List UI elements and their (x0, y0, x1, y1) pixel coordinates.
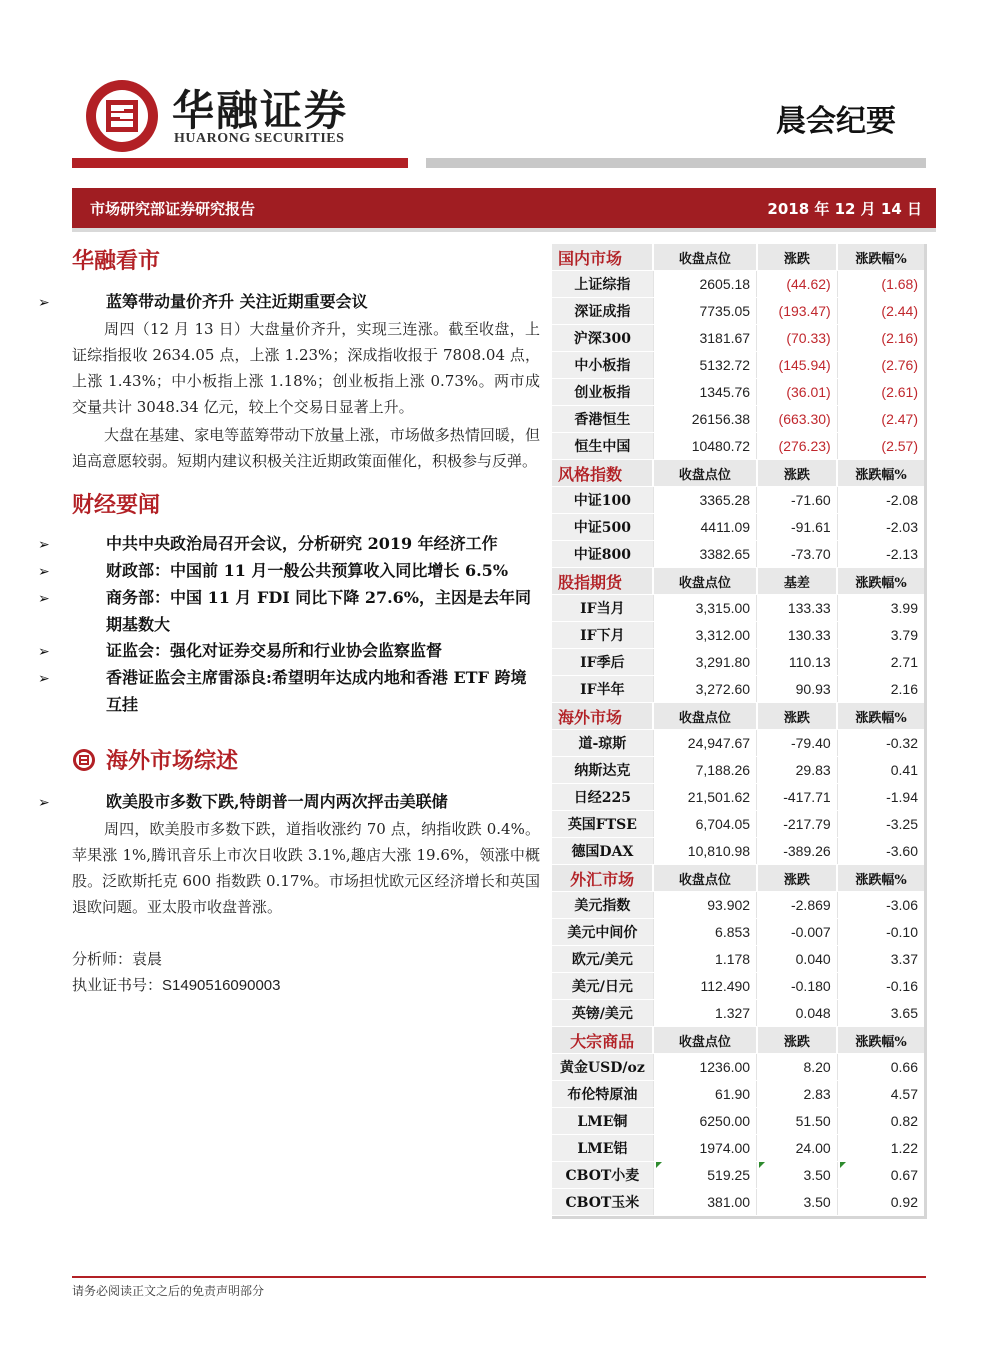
table-row (552, 541, 924, 568)
cell-change: (44.62) (757, 271, 838, 298)
cell-change-pct: (2.47) (837, 406, 924, 433)
cell-change: (70.33) (757, 325, 838, 352)
cell-change-pct: -2.03 (837, 514, 924, 541)
document-type-title: 晨会纪要 (776, 104, 896, 139)
license-number: S1490516090003 (162, 977, 281, 994)
row-label: 中小板指 (552, 352, 653, 379)
table-row (552, 1135, 924, 1162)
cell-close: 3,291.80 (653, 649, 756, 676)
cell-change-pct: 3.79 (837, 622, 924, 649)
header-cell: 收盘点位 (653, 703, 756, 730)
table-row (552, 433, 924, 460)
cell-close: 93.902 (653, 892, 756, 919)
news-item-text: 财政部：中国前 11 月一般公共预算收入同比增长 6.5% (106, 561, 509, 580)
header-cell: 涨跌幅% (837, 703, 924, 730)
cell-change: 3.50 (757, 1189, 838, 1216)
table-row (552, 1000, 924, 1027)
table-row (552, 406, 924, 433)
cell-close: 3382.65 (653, 541, 756, 568)
license-line (72, 972, 540, 999)
header-cell: 涨跌 (757, 865, 838, 892)
row-label: 德国DAX (552, 838, 653, 865)
table-row (552, 784, 924, 811)
table-header-row (552, 244, 924, 271)
arrow-bullet-icon: ➢ (38, 564, 50, 580)
header-gray-bar (426, 158, 926, 168)
banner-shadow (72, 228, 936, 232)
cell-change-pct: 3.65 (837, 1000, 924, 1027)
row-label: 英国FTSE (552, 811, 653, 838)
cell-close: 1236.00 (653, 1054, 756, 1081)
headline-text: 欧美股市多数下跌,特朗普一周内两次抨击美联储 (106, 792, 448, 811)
header-cell: 基差 (757, 568, 838, 595)
row-label: 上证综指 (552, 271, 653, 298)
cell-close: 10480.72 (653, 433, 756, 460)
news-item (38, 638, 540, 665)
header-accent-bar (72, 158, 408, 168)
cell-change-pct: 3.37 (837, 946, 924, 973)
news-item (38, 531, 540, 558)
cell-close: 112.490 (653, 973, 756, 1000)
cell-change: -217.79 (757, 811, 838, 838)
row-label: 布伦特原油 (552, 1081, 653, 1108)
cell-change-pct: 4.57 (837, 1081, 924, 1108)
news-item-text: 商务部：中国 11 月 FDI 同比下降 27.6%，主因是去年同期基数大 (106, 588, 532, 634)
table-row (552, 1081, 924, 1108)
cell-close: 3,315.00 (653, 595, 756, 622)
row-label: 日经225 (552, 784, 653, 811)
cell-change-pct: -1.94 (837, 784, 924, 811)
cell-change-pct: (2.44) (837, 298, 924, 325)
table-row (552, 271, 924, 298)
row-label: 沪深300 (552, 325, 653, 352)
cell-change: -91.61 (757, 514, 838, 541)
cell-change: -0.007 (757, 919, 838, 946)
news-item (38, 665, 540, 718)
cell-close: 1.178 (653, 946, 756, 973)
table-row (552, 1189, 924, 1216)
row-label: 恒生中国 (552, 433, 653, 460)
cell-close: 6,704.05 (653, 811, 756, 838)
table-row (552, 838, 924, 865)
cell-change: 24.00 (757, 1135, 838, 1162)
comment-marker-icon (840, 1162, 846, 1168)
cell-close: 4411.09 (653, 514, 756, 541)
cell-change-pct: 2.16 (837, 676, 924, 703)
row-label: IF当月 (552, 595, 653, 622)
cell-change: 29.83 (757, 757, 838, 784)
cell-close: 6.853 (653, 919, 756, 946)
brand-name-cn: 华融证券 (172, 86, 349, 135)
arrow-bullet-icon: ➢ (38, 537, 50, 553)
header-cell: 收盘点位 (653, 865, 756, 892)
cell-close: 26156.38 (653, 406, 756, 433)
cell-change-pct: (2.76) (837, 352, 924, 379)
headline-text: 蓝筹带动量价齐升 关注近期重要会议 (106, 292, 368, 311)
cell-change (757, 1162, 838, 1189)
cell-change-pct: (2.57) (837, 433, 924, 460)
cell-change-pct: 3.99 (837, 595, 924, 622)
news-item-text: 香港证监会主席雷添良:希望明年达成内地和香港 ETF 跨境互挂 (106, 668, 527, 714)
cell-close: 1.327 (653, 1000, 756, 1027)
analyst-info (72, 946, 540, 999)
header-cell: 收盘点位 (653, 1027, 756, 1054)
analyst-name: 分析师：袁晨 (72, 950, 163, 968)
row-label: 美元指数 (552, 892, 653, 919)
table-row (552, 1054, 924, 1081)
cell-change-pct: -0.32 (837, 730, 924, 757)
banner-date: 2018 年 12 月 14 日 (767, 200, 922, 218)
header-cell: 涨跌幅% (837, 865, 924, 892)
cell-close: 61.90 (653, 1081, 756, 1108)
comment-marker-icon (656, 1162, 662, 1168)
table-header-row (552, 865, 924, 892)
table-row (552, 1108, 924, 1135)
row-label: 中证800 (552, 541, 653, 568)
cell-change-pct: (2.16) (837, 325, 924, 352)
cell-close: 21,501.62 (653, 784, 756, 811)
header-cell: 涨跌幅% (837, 244, 924, 271)
market-view-headline (38, 289, 540, 316)
row-label: 创业板指 (552, 379, 653, 406)
cell-change-pct: 0.66 (837, 1054, 924, 1081)
cell-change-pct: (2.61) (837, 379, 924, 406)
header-cell: 涨跌 (757, 460, 838, 487)
cell-close: 3365.28 (653, 487, 756, 514)
cell-change-pct: -2.08 (837, 487, 924, 514)
header-cell: 涨跌幅% (837, 568, 924, 595)
cell-change: -417.71 (757, 784, 838, 811)
cell-change-pct: -0.10 (837, 919, 924, 946)
cell-change-pct: 2.71 (837, 649, 924, 676)
header-category: 大宗商品 (552, 1027, 653, 1054)
row-label: 黄金USD/oz (552, 1054, 653, 1081)
table-row (552, 352, 924, 379)
finance-news-list (38, 531, 540, 718)
table-row (552, 622, 924, 649)
cell-close: 3,312.00 (653, 622, 756, 649)
header-cell: 收盘点位 (653, 460, 756, 487)
cell-basis: 130.33 (757, 622, 838, 649)
row-label: LME铝 (552, 1135, 653, 1162)
cell-change-pct: -2.13 (837, 541, 924, 568)
table-row (552, 379, 924, 406)
cell-close: 6250.00 (653, 1108, 756, 1135)
cell-close: 24,947.67 (653, 730, 756, 757)
cell-change-pct: (1.68) (837, 271, 924, 298)
table-row (552, 730, 924, 757)
table-row (552, 973, 924, 1000)
row-label: 纳斯达克 (552, 757, 653, 784)
row-label: CBOT小麦 (552, 1162, 653, 1189)
cell-change: -79.40 (757, 730, 838, 757)
header-category: 外汇市场 (552, 865, 653, 892)
header-category: 国内市场 (552, 244, 653, 271)
header-cell: 涨跌幅% (837, 1027, 924, 1054)
table-row (552, 595, 924, 622)
table-header-row (552, 568, 924, 595)
banner-department: 市场研究部证券研究报告 (90, 200, 256, 218)
row-label: LME铜 (552, 1108, 653, 1135)
footer-divider (72, 1276, 926, 1278)
huarong-logo-icon (84, 78, 160, 154)
cell-change-pct: -3.06 (837, 892, 924, 919)
cell-change: 8.20 (757, 1054, 838, 1081)
news-item-text: 中共中央政治局召开会议，分析研究 2019 年经济工作 (106, 534, 498, 553)
header-category: 海外市场 (552, 703, 653, 730)
table-row (552, 811, 924, 838)
cell-change: -389.26 (757, 838, 838, 865)
header-category: 风格指数 (552, 460, 653, 487)
cell-close: 7735.05 (653, 298, 756, 325)
cell-close: 3181.67 (653, 325, 756, 352)
row-label: IF季后 (552, 649, 653, 676)
cell-change: -0.180 (757, 973, 838, 1000)
cell-change-pct: 0.92 (837, 1189, 924, 1216)
cell-close: 1974.00 (653, 1135, 756, 1162)
header-cell: 涨跌幅% (837, 460, 924, 487)
cell-close: 10,810.98 (653, 838, 756, 865)
cell-change-pct: 1.22 (837, 1135, 924, 1162)
cell-change: 2.83 (757, 1081, 838, 1108)
table-row (552, 649, 924, 676)
cell-change-pct: 0.41 (837, 757, 924, 784)
license-label: 执业证书号： (72, 976, 163, 994)
row-label: 中证100 (552, 487, 653, 514)
market-view-paragraph-2: 大盘在基建、家电等蓝筹带动下放量上涨，市场做多热情回暖，但追高意愿较弱。短期内建议积极关注近期政策面催化，积极参与反弹。 (72, 426, 540, 470)
table-row (552, 298, 924, 325)
row-label: 香港恒生 (552, 406, 653, 433)
arrow-bullet-icon: ➢ (38, 591, 50, 607)
cell-close (653, 1162, 756, 1189)
header-category: 股指期货 (552, 568, 653, 595)
table-row (552, 892, 924, 919)
table-row (552, 946, 924, 973)
cell-close: 3,272.60 (653, 676, 756, 703)
table-row (552, 1162, 924, 1189)
table-header-row (552, 703, 924, 730)
row-label: IF下月 (552, 622, 653, 649)
cell-change: 0.040 (757, 946, 838, 973)
market-data-panel (552, 244, 927, 1219)
section-title-finance-news: 财经要闻 (72, 492, 161, 518)
comment-marker-icon (759, 1162, 765, 1168)
row-label: 美元/日元 (552, 973, 653, 1000)
cell-change: (276.23) (757, 433, 838, 460)
table-row (552, 676, 924, 703)
arrow-bullet-icon: ➢ (38, 671, 50, 687)
header-cell: 涨跌 (757, 1027, 838, 1054)
cell-change-pct: -3.25 (837, 811, 924, 838)
cell-change: -71.60 (757, 487, 838, 514)
cell-change: (36.01) (757, 379, 838, 406)
cell-basis: 90.93 (757, 676, 838, 703)
cell-close: 5132.72 (653, 352, 756, 379)
arrow-bullet-icon: ➢ (38, 295, 50, 311)
cell-change-pct: -3.60 (837, 838, 924, 865)
cell-change-pct (837, 1162, 924, 1189)
row-label: 英镑/美元 (552, 1000, 653, 1027)
cell-change: 51.50 (757, 1108, 838, 1135)
row-label: 深证成指 (552, 298, 653, 325)
row-label: 欧元/美元 (552, 946, 653, 973)
overseas-paragraph: 周四，欧美股市多数下跌，道指收涨约 70 点，纳指收跌 0.4%。苹果涨 1%,腾讯音乐上市次日收跌 3.1%,趣店大涨 19.6%，领涨中概股。泛欧斯托克 600 指数跌 0.17%。市场担忧欧元区经济增长和英国退欧问题。亚太股市收盘普涨。 (72, 820, 540, 916)
cell-value: 3.50 (803, 1167, 831, 1183)
cell-close: 1345.76 (653, 379, 756, 406)
cell-change: 0.048 (757, 1000, 838, 1027)
table-header-row (552, 460, 924, 487)
cell-change-pct: 0.82 (837, 1108, 924, 1135)
overseas-section-header (72, 744, 540, 775)
report-banner (72, 188, 936, 228)
cell-basis: 133.33 (757, 595, 838, 622)
cell-close: 7,188.26 (653, 757, 756, 784)
news-item (38, 585, 540, 638)
brand-name-en: HUARONG SECURITIES (174, 131, 345, 146)
cell-change-pct: -0.16 (837, 973, 924, 1000)
section-title-market-view: 华融看市 (72, 248, 161, 274)
table-row (552, 919, 924, 946)
left-column (38, 240, 540, 999)
cell-change: (663.30) (757, 406, 838, 433)
table-row (552, 325, 924, 352)
cell-close: 381.00 (653, 1189, 756, 1216)
header-cell: 涨跌 (757, 703, 838, 730)
news-item-text: 证监会：强化对证券交易所和行业协会监察监督 (106, 641, 443, 660)
cell-basis: 110.13 (757, 649, 838, 676)
header-cell: 收盘点位 (653, 568, 756, 595)
cell-change: -73.70 (757, 541, 838, 568)
news-item (38, 558, 540, 585)
row-label: 美元中间价 (552, 919, 653, 946)
table-row (552, 514, 924, 541)
cell-change: (193.47) (757, 298, 838, 325)
table-header-row (552, 1027, 924, 1054)
cell-value: 0.67 (890, 1167, 918, 1183)
table-row (552, 757, 924, 784)
overseas-headline (38, 789, 540, 816)
cell-close: 2605.18 (653, 271, 756, 298)
cell-value: 519.25 (707, 1167, 751, 1183)
header-cell: 收盘点位 (653, 244, 756, 271)
arrow-bullet-icon: ➢ (38, 795, 50, 811)
section-title-overseas: 海外市场综述 (106, 748, 239, 774)
footer-disclaimer: 请务必阅读正文之后的免责声明部分 (72, 1284, 265, 1298)
table-row (552, 487, 924, 514)
row-label: IF半年 (552, 676, 653, 703)
row-label: 道-琼斯 (552, 730, 653, 757)
arrow-bullet-icon: ➢ (38, 644, 50, 660)
header-cell: 涨跌 (757, 244, 838, 271)
cell-change: (145.94) (757, 352, 838, 379)
row-label: 中证500 (552, 514, 653, 541)
row-label: CBOT玉米 (552, 1189, 653, 1216)
cell-change: -2.869 (757, 892, 838, 919)
market-data-table (552, 244, 924, 1216)
huarong-small-logo-icon (72, 748, 96, 772)
market-view-paragraph-1: 周四（12 月 13 日）大盘量价齐升，实现三连涨。截至收盘，上证综指报收 2634.05 点，上涨 1.23%；深成指收报于 7808.04 点，上涨 1.43%；中小板指上涨 1.18%；创业板指上涨 0.73%。两市成交量共计 3048.34 亿元，较上个交易日显著上升。 (72, 320, 540, 416)
